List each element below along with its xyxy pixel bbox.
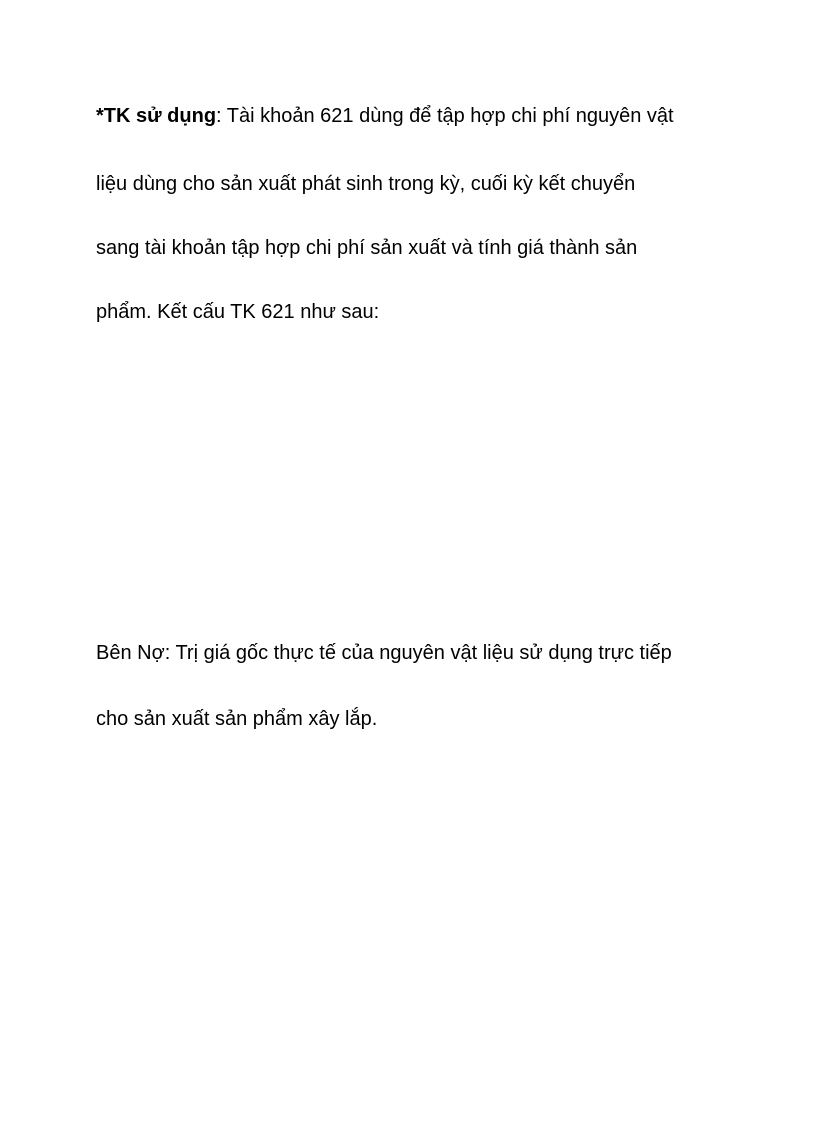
paragraph1-line3: sang tài khoản tập hợp chi phí sản xuất và tính giá thành sản [96,237,638,259]
paragraph1-line1-text: : Tài khoản 621 dùng để tập hợp chi phí nguyên vật [216,105,674,127]
tk-su-dung-heading: *TK sử dụng [96,105,217,127]
paragraph1-line1 [96,104,674,128]
paragraph1-line4: phẩm. Kết cấu TK 621 như sau: [96,301,380,323]
paragraph1-line2: liệu dùng cho sản xuất phát sinh trong kỳ, cuối kỳ kết chuyển [96,173,636,195]
paragraph2-line1: Bên Nợ: Trị giá gốc thực tế của nguyên vật liệu sử dụng trực tiếp [96,642,672,664]
paragraph2-line2: cho sản xuất sản phẩm xây lắp. [96,708,378,730]
